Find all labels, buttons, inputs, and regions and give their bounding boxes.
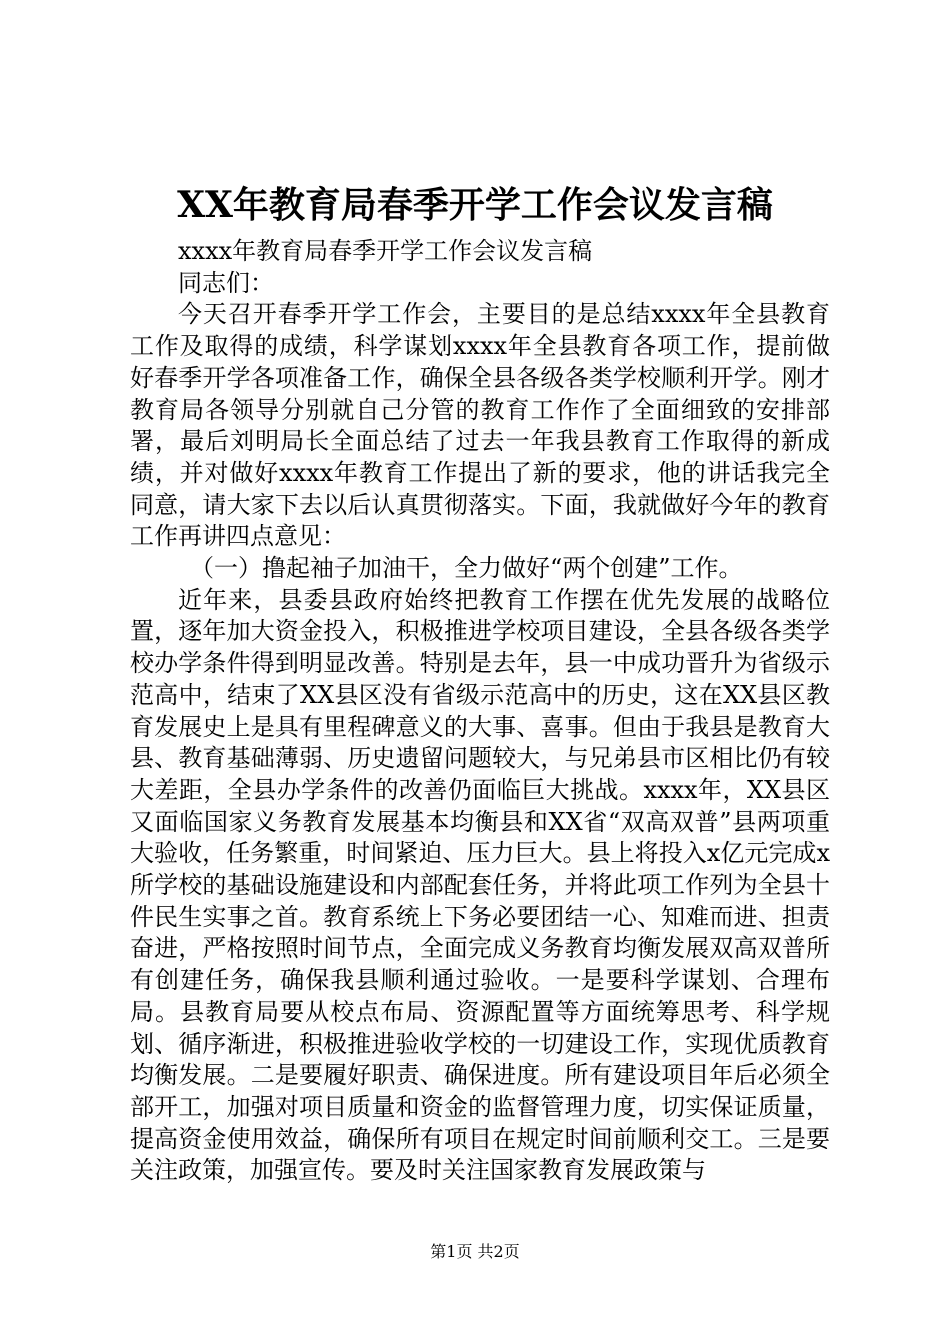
document-title: XX年教育局春季开学工作会议发言稿: [177, 184, 773, 226]
document-subtitle: xxxx年教育局春季开学工作会议发言稿: [178, 237, 593, 265]
paragraph-section-1: 近年来，县委县政府始终把教育工作摆在优先发展的战略位置，逐年加大资金投入，积极推进学校项目建设，全县各级各类学校办学条件得到明显改善。特别是去年，县一中成功晋升为省级示范高中，结束了XX县区没有省级示范高中的历史，这在XX县区教育发展史上是具有里程碑意义的大事、喜事。但由于我县是教育大县、教育基础薄弱、历史遗留问题较大，与兄弟县市区相比仍有较大差距，全县办学条件的改善仍面临巨大挑战。xxxx年，XX县区又面临国家义务教育发展基本均衡县和XX省“双高双普”县两项重大验收，任务繁重，时间紧迫、压力巨大。县上将投入x亿元完成x所学校的基础设施建设和内部配套任务，并将此项工作列为全县十件民生实事之首。教育系统上下务必要团结一心、知难而进、担责奋进，严格按照时间节点，全面完成义务教育均衡发展双高双普所有创建任务，确保我县顺利通过验收。一是要科学谋划、合理布局。县教育局要从校点布局、资源配置等方面统筹思考、科学规划、循序渐进，积极推进验收学校的一切建设工作，实现优质教育均衡发展。二是要履好职责、确保进度。所有建设项目年后必须全部开工，加强对项目质量和资金的监督管理力度，切实保证质量，提高资金使用效益，确保所有项目在规定时间前顺利交工。三是要关注政策，加强宣传。要及时关注国家教育发展政策与: [130, 585, 830, 1185]
document-body: [130, 236, 830, 1187]
salutation: 同志们：: [178, 268, 274, 297]
section-heading-1: （一）撸起袖子加油干，全力做好“两个创建”工作。: [190, 554, 743, 583]
paragraph-intro: 今天召开春季开学工作会，主要目的是总结xxxx年全县教育工作及取得的成绩，科学谋划xxxx年全县教育各项工作，提前做好春季开学各项准备工作，确保全县各级各类学校顺利开学。刚才教育局各领导分别就自己分管的教育工作作了全面细致的安排部署，最后刘明局长全面总结了过去一年我县教育工作取得的新成绩，并对做好xxxx年教育工作提出了新的要求，他的讲话我完全同意，请大家下去以后认真贯彻落实。下面，我就做好今年的教育工作再讲四点意见：: [130, 300, 830, 551]
page-number-footer: 第1页 共2页: [430, 1242, 520, 1261]
